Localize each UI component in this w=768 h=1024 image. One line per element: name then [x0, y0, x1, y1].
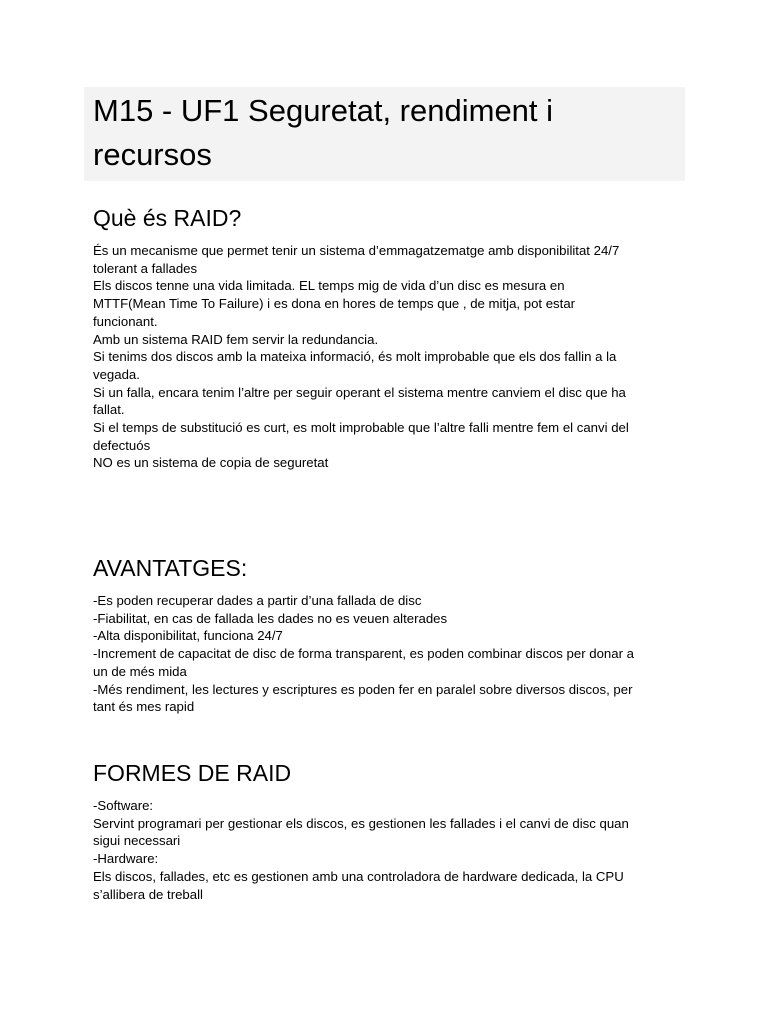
paragraph-line: -Fiabilitat, en cas de fallada les dades no es veuen alterades — [93, 610, 448, 626]
paragraph-line: funcionant. — [93, 313, 158, 329]
section-body-formes-de-raid — [93, 797, 683, 903]
paragraph-line: Si el temps de substitució es curt, es molt improbable que l’altre falli mentre fem el canvi del — [93, 420, 629, 436]
paragraph-line: fallat. — [93, 402, 125, 418]
document-title — [93, 89, 676, 177]
section-heading-avantatges: AVANTATGES: — [93, 555, 248, 581]
section-body-avantatges — [93, 592, 683, 716]
document-title-line: M15 - UF1 Seguretat, rendiment i — [93, 93, 554, 128]
paragraph-line: -Increment de capacitat de disc de forma transparent, es poden combinar discos per donar a — [93, 646, 634, 662]
paragraph-line: defectuós — [93, 437, 151, 453]
paragraph-line: sigui necessari — [93, 833, 181, 849]
paragraph-line: Si un falla, encara tenim l’altre per seguir operant el sistema mentre canviem el disc que ha — [93, 384, 626, 400]
paragraph-line: -Més rendiment, les lectures y escriptures es poden fer en paralel sobre diversos discos, per — [93, 681, 633, 697]
paragraph-line: -Alta disponibilitat, funciona 24/7 — [93, 628, 283, 644]
paragraph-line: tant és mes rapid — [93, 699, 195, 715]
paragraph-line: Si tenims dos discos amb la mateixa informació, és molt improbable que els dos fallin a la — [93, 349, 617, 365]
paragraph-line: Els discos tenne una vida limitada. EL temps mig de vida d’un disc es mesura en — [93, 278, 565, 294]
paragraph-line: És un mecanisme que permet tenir un sistema d’emmagatzematge amb disponibilitat 24/7 — [93, 243, 620, 258]
paragraph-line: -Software: — [93, 798, 154, 813]
paragraph-line: -Es poden recuperar dades a partir d’una fallada de disc — [93, 593, 422, 608]
paragraph-line: Servint programari per gestionar els discos, es gestionen les fallades i el canvi de disc quan — [93, 815, 629, 831]
paragraph-line: NO es un sistema de copia de seguretat — [93, 455, 329, 471]
title-box — [84, 87, 685, 181]
paragraph-line: Amb un sistema RAID fem servir la redundancia. — [93, 331, 379, 347]
section-heading-what-is-raid: Què és RAID? — [93, 205, 242, 231]
section-heading-formes-de-raid: FORMES DE RAID — [93, 760, 292, 786]
section-body-what-is-raid — [93, 242, 683, 472]
paragraph-line: Els discos, fallades, etc es gestionen amb una controladora de hardware dedicada, la CPU — [93, 868, 624, 884]
paragraph-line: MTTF(Mean Time To Failure) i es dona en hores de temps que , de mitja, pot estar — [93, 296, 576, 312]
paragraph-line: -Hardware: — [93, 851, 159, 867]
document-title-line: recursos — [93, 137, 212, 172]
paragraph-line: vegada. — [93, 366, 140, 382]
paragraph-line: s’allibera de treball — [93, 886, 203, 902]
paragraph-line: un de més mida — [93, 663, 187, 679]
paragraph-line: tolerant a fallades — [93, 260, 198, 276]
